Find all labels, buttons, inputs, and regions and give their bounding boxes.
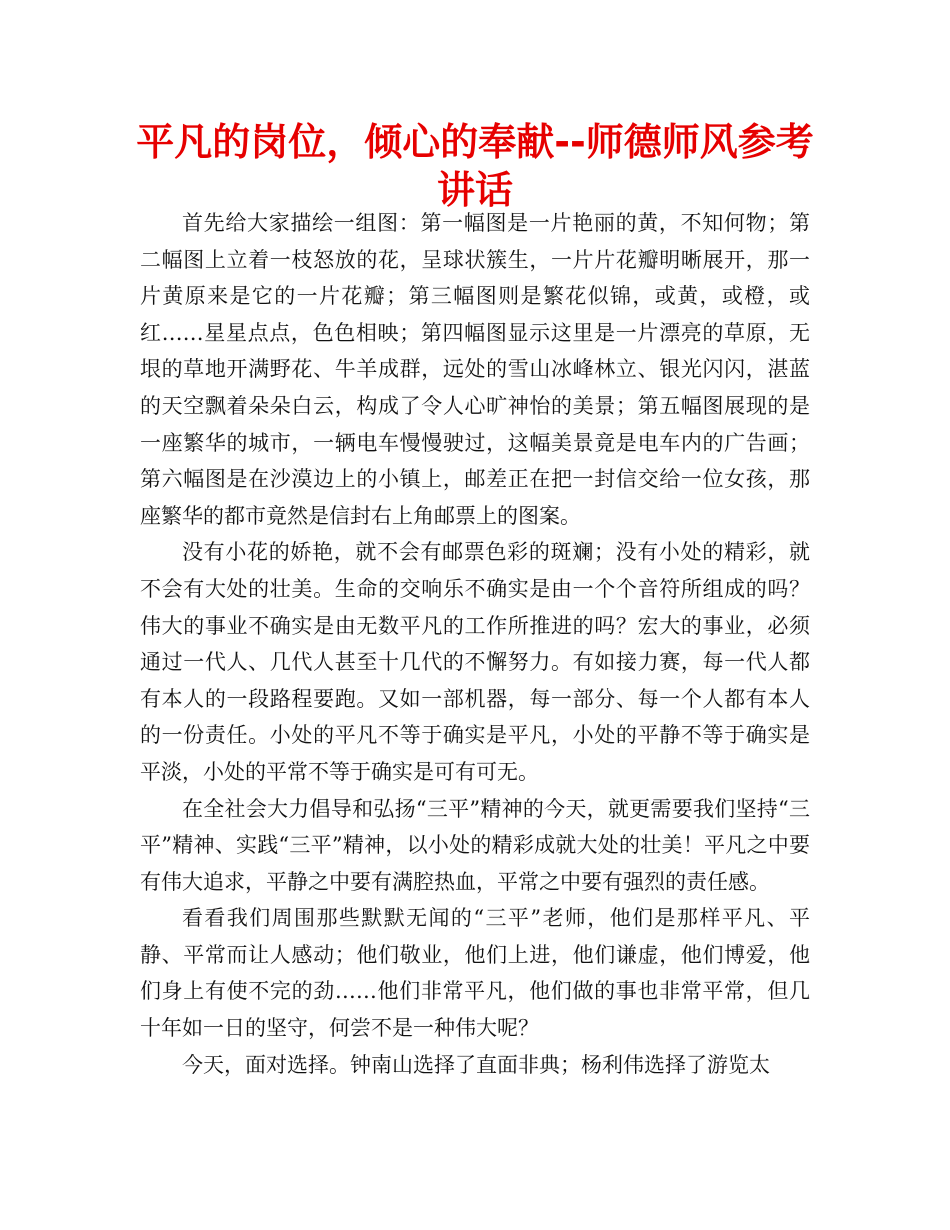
paragraph: 在全社会大力倡导和弘扬“三平”精神的今天，就更需要我们坚持“三平”精神、实践“三平”精神，以小处的精彩成就大处的壮美！平凡之中要有伟大追求，平静之中要有满腔热血，平常之中要有强烈的责任感。	[140, 796, 810, 894]
paragraph: 今天，面对选择。钟南山选择了直面非典；杨利伟选择了游览太	[182, 1052, 770, 1077]
paragraph: 没有小花的娇艳，就不会有邮票色彩的斑斓；没有小处的精彩，就不会有大处的壮美。生命的交响乐不确实是由一个个音符所组成的吗？伟大的事业不确实是由无数平凡的工作所推进的吗？宏大的事业，必须通过一代人、几代人甚至十几代的不懈努力。有如接力赛，每一代人都有本人的一段路程要跑。又如一部机器，每一部分、每一个人都有本人的一份责任。小处的平凡不等于确实是平凡，小处的平静不等于确实是平淡，小处的平常不等于确实是可有可无。	[140, 540, 810, 784]
paragraph: 首先给大家描绘一组图：第一幅图是一片艳丽的黄，不知何物；第二幅图上立着一枝怒放的花，呈球状簇生，一片片花瓣明晰展开，那一片黄原来是它的一片花瓣；第三幅图则是繁花似锦，或黄，或橙，或红……星星点点，色色相映；第四幅图显示这里是一片漂亮的草原，无垠的草地开满野花、牛羊成群，远处的雪山冰峰林立、银光闪闪，湛蓝的天空飘着朵朵白云，构成了令人心旷神怡的美景；第五幅图展现的是一座繁华的城市，一辆电车慢慢驶过，这幅美景竟是电车内的广告画；第六幅图是在沙漠边上的小镇上，邮差正在把一封信交给一位女孩，那座繁华的都市竟然是信封右上角邮票上的图案。	[140, 211, 810, 528]
document-title: 平凡的岗位，倾心的奉献--师德师风参考讲话	[136, 120, 814, 212]
paragraph: 看看我们周围那些默默无闻的“三平”老师，他们是那样平凡、平静、平常而让人感动；他们敬业，他们上进，他们谦虚，他们博爱，他们身上有使不完的劲……他们非常平凡，他们做的事也非常平常，但几十年如一日的坚守，何尝不是一种伟大呢？	[140, 906, 810, 1041]
document-body	[140, 205, 810, 1083]
